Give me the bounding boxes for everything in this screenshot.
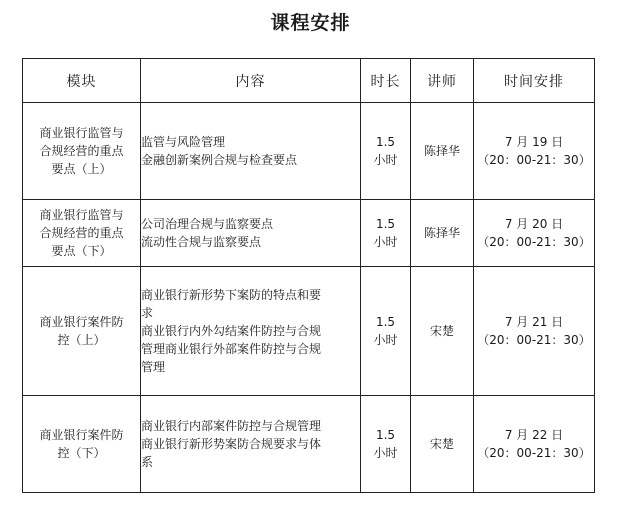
module-line: 要点（上） bbox=[51, 162, 112, 176]
table-header-row bbox=[23, 59, 595, 103]
duration-value: 1.5 bbox=[375, 135, 396, 149]
content-line: 金融创新案例合规与检查要点 bbox=[141, 153, 298, 167]
module-cell bbox=[23, 396, 141, 493]
teacher-cell: 陈择华 bbox=[411, 200, 474, 267]
schedule-time: （20：00-21：30） bbox=[477, 235, 591, 249]
content-cell bbox=[141, 267, 361, 396]
content-line: 商业银行新形势下案防的特点和要 bbox=[141, 288, 322, 302]
table-row bbox=[23, 200, 595, 267]
content-line: 公司治理合规与监察要点 bbox=[141, 217, 274, 231]
header-schedule: 时间安排 bbox=[474, 59, 595, 103]
schedule-date: 7 月 21 日 bbox=[504, 315, 564, 329]
page-title: 课程安排 bbox=[270, 12, 351, 34]
duration-unit: 小时 bbox=[373, 235, 398, 249]
content-line: 商业银行内外勾结案件防控与合规 bbox=[141, 324, 322, 338]
module-line: 合规经营的重点 bbox=[39, 144, 124, 158]
schedule-cell bbox=[474, 267, 595, 396]
duration-unit: 小时 bbox=[373, 446, 398, 460]
schedule-time: （20：00-21：30） bbox=[477, 333, 591, 347]
table-row bbox=[23, 267, 595, 396]
schedule-date: 7 月 20 日 bbox=[504, 217, 564, 231]
duration-cell bbox=[361, 103, 411, 200]
schedule-cell bbox=[474, 396, 595, 493]
module-line: 控（上） bbox=[57, 333, 106, 347]
content-line: 求 bbox=[141, 306, 154, 320]
module-cell bbox=[23, 200, 141, 267]
table-row bbox=[23, 103, 595, 200]
teacher-cell: 宋楚 bbox=[411, 267, 474, 396]
module-line: 合规经营的重点 bbox=[39, 226, 124, 240]
content-line: 监管与风险管理 bbox=[141, 135, 226, 149]
schedule-date: 7 月 19 日 bbox=[504, 135, 564, 149]
schedule-cell bbox=[474, 103, 595, 200]
content-line: 管理商业银行外部案件防控与合规 bbox=[141, 342, 322, 356]
schedule-table bbox=[22, 58, 595, 493]
schedule-cell bbox=[474, 200, 595, 267]
duration-value: 1.5 bbox=[375, 315, 396, 329]
content-line: 系 bbox=[141, 455, 154, 469]
module-line: 商业银行监管与 bbox=[39, 126, 124, 140]
content-line: 流动性合规与监察要点 bbox=[141, 235, 262, 249]
module-line: 商业银行监管与 bbox=[39, 208, 124, 222]
header-duration: 时长 bbox=[361, 59, 411, 103]
teacher-cell: 宋楚 bbox=[411, 396, 474, 493]
duration-cell bbox=[361, 396, 411, 493]
duration-unit: 小时 bbox=[373, 153, 398, 167]
content-line: 商业银行新形势案防合规要求与体 bbox=[141, 437, 322, 451]
module-line: 控（下） bbox=[57, 446, 106, 460]
module-line: 要点（下） bbox=[51, 244, 112, 258]
content-cell bbox=[141, 396, 361, 493]
module-line: 商业银行案件防 bbox=[39, 428, 124, 442]
content-line: 商业银行内部案件防控与合规管理 bbox=[141, 419, 322, 433]
header-module: 模块 bbox=[23, 59, 141, 103]
schedule-time: （20：00-21：30） bbox=[477, 153, 591, 167]
schedule-time: （20：00-21：30） bbox=[477, 446, 591, 460]
module-cell bbox=[23, 103, 141, 200]
content-cell bbox=[141, 200, 361, 267]
content-cell bbox=[141, 103, 361, 200]
duration-cell bbox=[361, 267, 411, 396]
schedule-date: 7 月 22 日 bbox=[504, 428, 564, 442]
duration-unit: 小时 bbox=[373, 333, 398, 347]
duration-value: 1.5 bbox=[375, 428, 396, 442]
header-content: 内容 bbox=[141, 59, 361, 103]
duration-value: 1.5 bbox=[375, 217, 396, 231]
teacher-cell: 陈择华 bbox=[411, 103, 474, 200]
header-teacher: 讲师 bbox=[411, 59, 474, 103]
module-cell bbox=[23, 267, 141, 396]
duration-cell bbox=[361, 200, 411, 267]
table-row bbox=[23, 396, 595, 493]
module-line: 商业银行案件防 bbox=[39, 315, 124, 329]
content-line: 管理 bbox=[141, 360, 166, 374]
